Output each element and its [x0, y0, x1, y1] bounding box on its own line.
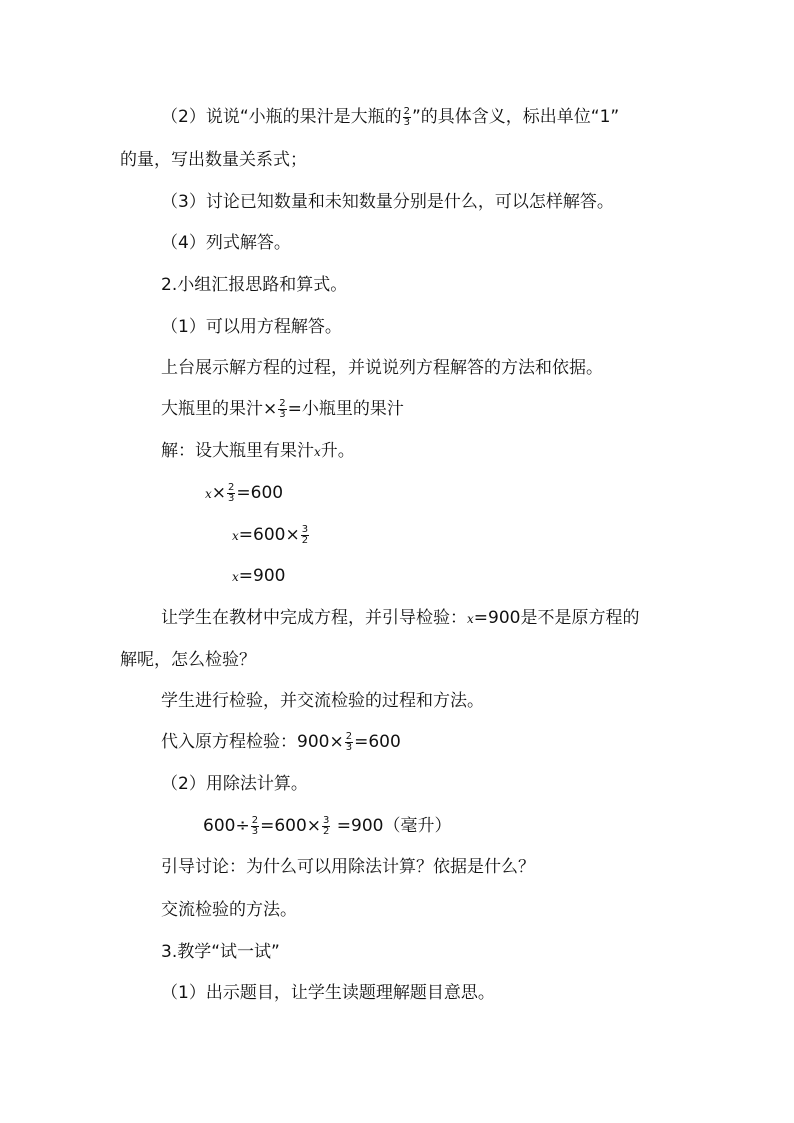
text: ”的具体含义，标出单位“1”	[412, 107, 620, 127]
fraction: $\frac{2}{3}$	[345, 730, 353, 753]
fraction: $\frac{3}{2}$	[301, 523, 309, 546]
paragraph: 学生进行检验，并交流检验的过程和方法。	[161, 691, 484, 711]
paragraph: 的量，写出数量关系式；	[120, 150, 307, 170]
equation-line: x=600× $\frac{3}{2}$	[232, 523, 309, 546]
paragraph: （1）可以用方程解答。	[161, 317, 342, 337]
paragraph: 解呢，怎么检验？	[120, 650, 256, 670]
equation-line: x=900	[232, 566, 286, 586]
check-line: 代入原方程检验：900× $\frac{2}{3}$ =600	[161, 730, 401, 753]
equation-line: x× $\frac{2}{3}$ =600	[205, 481, 284, 504]
fraction: $\frac{2}{3}$	[403, 105, 410, 128]
paragraph: （2）用除法计算。	[161, 774, 308, 794]
paragraph: 交流检验的方法。	[161, 900, 297, 920]
variable: x	[467, 612, 474, 626]
variable: x	[205, 487, 212, 501]
heading: 3.教学“试一试”	[161, 942, 280, 962]
variable: x	[314, 445, 321, 459]
fraction: $\frac{2}{3}$	[251, 814, 259, 837]
paragraph: 让学生在教材中完成方程，并引导检验：x=900是不是原方程的	[161, 608, 640, 628]
item-2-line	[161, 106, 619, 128]
fraction: $\frac{3}{2}$	[323, 814, 330, 837]
division-line: 600÷ $\frac{2}{3}$ =600× $\frac{3}{2}$ =900（毫升）	[203, 814, 452, 837]
paragraph: （1）出示题目，让学生读题理解题目意思。	[161, 983, 495, 1003]
solution-line: 解：设大瓶里有果汁x升。	[161, 441, 355, 461]
relation-line: 大瓶里的果汁× $\frac{2}{3}$ =小瓶里的果汁	[161, 397, 404, 420]
heading: 2.小组汇报思路和算式。	[161, 275, 348, 295]
variable: x	[232, 570, 239, 584]
fraction: $\frac{2}{3}$	[228, 481, 235, 504]
paragraph: （3）讨论已知数量和未知数量分别是什么，可以怎样解答。	[161, 192, 614, 212]
variable: x	[232, 529, 239, 543]
fraction: $\frac{2}{3}$	[279, 397, 286, 420]
paragraph: 引导讨论：为什么可以用除法计算？依据是什么？	[161, 857, 535, 877]
text: （2）说说“小瓶的果汁是大瓶的	[161, 107, 402, 127]
paragraph: （4）列式解答。	[161, 233, 291, 253]
paragraph: 上台展示解方程的过程，并说说列方程解答的方法和依据。	[161, 358, 603, 378]
